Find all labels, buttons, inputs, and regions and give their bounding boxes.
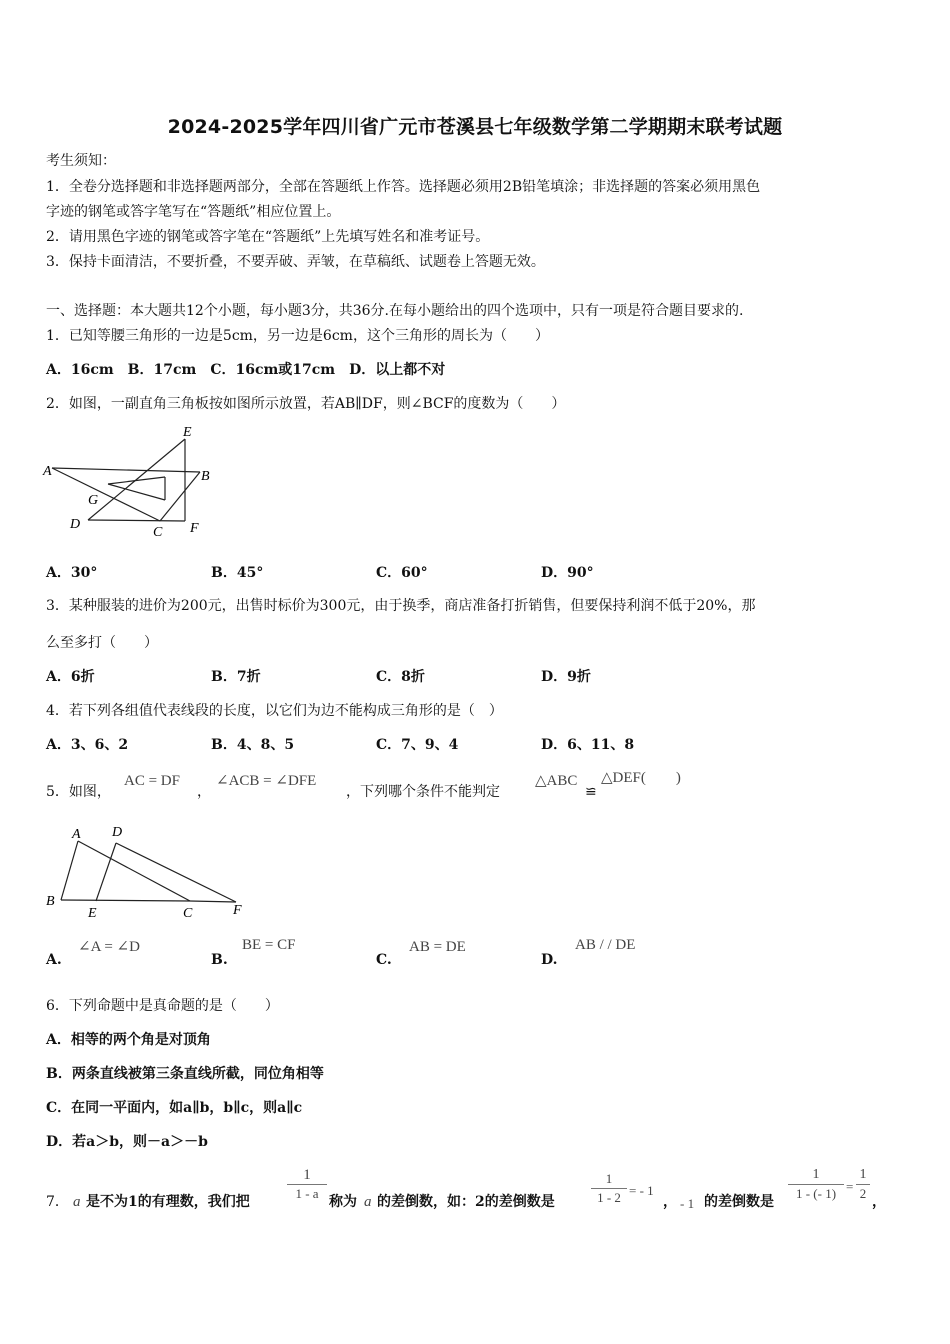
- q6-option-b: B．两条直线被第三条直线所截，同位角相等: [46, 1066, 324, 1082]
- q5-triangle-abc: △ABC: [535, 773, 578, 789]
- q2-label-c: C: [153, 525, 163, 540]
- q1-options: A．16cm B．17cm C．16cm或17cm D．以上都不对: [46, 362, 446, 378]
- q7-variable-a: a: [73, 1194, 81, 1210]
- q5-label-d: D: [112, 825, 123, 840]
- q7-text-3: 的差倒数，如：2的差倒数是: [377, 1194, 555, 1210]
- q5-congruent-symbol: ≌: [585, 784, 597, 800]
- q3-option-d: D．9折: [541, 669, 591, 685]
- q7-fraction-1-denominator: 1 - a: [295, 1186, 319, 1201]
- notice-heading: 考生须知：: [46, 153, 116, 169]
- q5-option-a-letter: A.: [46, 952, 62, 968]
- q7-fraction-2: [591, 1170, 627, 1207]
- q3-option-c: C．8折: [376, 669, 425, 685]
- q2-label-a: A: [43, 464, 52, 479]
- q5-option-b-letter: B.: [211, 952, 228, 968]
- q6-stem: 6．下列命题中是真命题的是（ ）: [46, 998, 279, 1014]
- q5-option-a-expr: ∠A = ∠D: [78, 939, 140, 955]
- q2-label-g: G: [88, 493, 99, 508]
- q2-label-f: F: [190, 521, 199, 536]
- q5-label-c: C: [183, 906, 193, 921]
- q7-fraction-2-numerator: 1: [605, 1171, 613, 1186]
- q7-text-2: 称为: [329, 1194, 357, 1210]
- q7-text-6: ，: [872, 1194, 886, 1210]
- q2-option-c: C．60°: [376, 565, 428, 581]
- q4-stem: 4．若下列各组值代表线段的长度，以它们为边不能构成三角形的是（ ）: [46, 703, 503, 719]
- q2-label-b: B: [201, 469, 210, 484]
- q5-label-b: B: [46, 894, 55, 909]
- q6-option-c: C．在同一平面内，如a∥b，b∥c，则a∥c: [46, 1100, 303, 1116]
- q7-fraction-one-half: [856, 1166, 870, 1203]
- q5-option-c-letter: C.: [376, 952, 392, 968]
- q7-equals-sign: =: [846, 1179, 854, 1194]
- q5-option-d-letter: D.: [541, 952, 558, 968]
- q6-option-d: D．若a＞b，则－a＞－b: [46, 1134, 208, 1150]
- q4-option-c: C．7、9、4: [376, 737, 459, 753]
- q5-label-e: E: [88, 906, 97, 921]
- q7-text-1: 是不为1的有理数，我们把: [86, 1194, 250, 1210]
- q7-fraction-3-denominator: 1 - (- 1): [795, 1186, 837, 1201]
- q7-text-5: 的差倒数是: [704, 1194, 774, 1210]
- section-heading: 一、选择题：本大题共12个小题，每小题3分，共36分.在每小题给出的四个选项中，只有一项是符合题目要求的.: [46, 303, 744, 319]
- q3-stem-line-1: 3．某种服装的进价为200元，出售时标价为300元，由于换季，商店准备打折销售，但要保持利润不低于20%，那: [46, 598, 756, 614]
- q7-fraction-4-numerator: 1: [859, 1167, 867, 1182]
- q7-fraction-2-result: = - 1: [629, 1183, 654, 1198]
- q5-condition-2: ∠ACB = ∠DFE: [216, 773, 317, 789]
- q5-figure: [40, 820, 250, 925]
- q3-option-a: A．6折: [46, 669, 95, 685]
- q7-fraction-3: [788, 1166, 844, 1203]
- q1-stem: 1．已知等腰三角形的一边是5cm，另一边是6cm，这个三角形的周长为（ ）: [46, 328, 549, 344]
- q3-option-b: B．7折: [211, 669, 261, 685]
- q7-fraction-1-numerator: 1: [303, 1167, 311, 1183]
- q5-comma: ，: [197, 784, 211, 800]
- q2-option-d: D．90°: [541, 565, 594, 581]
- q4-option-d: D．6、11、8: [541, 737, 635, 753]
- q2-option-a: A．30°: [46, 565, 98, 581]
- q5-option-c-expr: AB = DE: [409, 939, 466, 955]
- q5-prefix: 5．如图，: [46, 784, 111, 800]
- notice-item-2: 2．请用黑色字迹的钢笔或答字笔在“答题纸”上先填写姓名和准考证号。: [46, 229, 490, 245]
- q6-option-a: A．相等的两个角是对顶角: [46, 1032, 211, 1048]
- q5-triangle-def: △DEF( ): [601, 770, 681, 786]
- q5-option-d-expr: AB / / DE: [575, 937, 636, 953]
- q7-fraction-3-numerator: 1: [812, 1167, 820, 1182]
- q2-figure: [40, 420, 225, 545]
- q7-number: 7．: [46, 1194, 69, 1210]
- q5-condition-1: AC = DF: [124, 773, 180, 789]
- q3-stem-line-2: 么至多打（ ）: [46, 635, 158, 651]
- q5-option-b-expr: BE = CF: [242, 937, 296, 953]
- q5-label-f: F: [233, 903, 242, 918]
- q7-fraction-4-denominator: 2: [859, 1186, 867, 1201]
- q5-middle-text: ，下列哪个条件不能判定: [346, 784, 500, 800]
- q7-text-4: ，: [663, 1194, 677, 1210]
- q4-option-a: A．3、6、2: [46, 737, 129, 753]
- q7-fraction-1-over-1-minus-a: [287, 1166, 327, 1203]
- notice-item-1-line-2: 字迹的钢笔或答字笔写在“答题纸”相应位置上。: [46, 204, 341, 220]
- q2-option-b: B．45°: [211, 565, 264, 581]
- q4-option-b: B．4、8、5: [211, 737, 295, 753]
- q7-negative-one: - 1: [680, 1196, 695, 1211]
- notice-item-3: 3．保持卡面清洁，不要折叠，不要弄破、弄皱，在草稿纸、试题卷上答题无效。: [46, 254, 545, 270]
- q5-label-a: A: [72, 827, 81, 842]
- q7-fraction-2-denominator: 1 - 2: [597, 1190, 621, 1205]
- q2-label-d: D: [70, 517, 81, 532]
- q7-variable-a-2: a: [364, 1194, 372, 1210]
- q2-label-e: E: [183, 425, 192, 440]
- q2-stem: 2．如图，一副直角三角板按如图所示放置，若AB∥DF，则∠BCF的度数为（ ）: [46, 396, 566, 412]
- exam-title: 2024-2025学年四川省广元市苍溪县七年级数学第二学期期末联考试题: [167, 116, 783, 138]
- notice-item-1-line-1: 1．全卷分选择题和非选择题两部分，全部在答题纸上作答。选择题必须用2B铅笔填涂；非选择题的答案必须用黑色: [46, 179, 761, 195]
